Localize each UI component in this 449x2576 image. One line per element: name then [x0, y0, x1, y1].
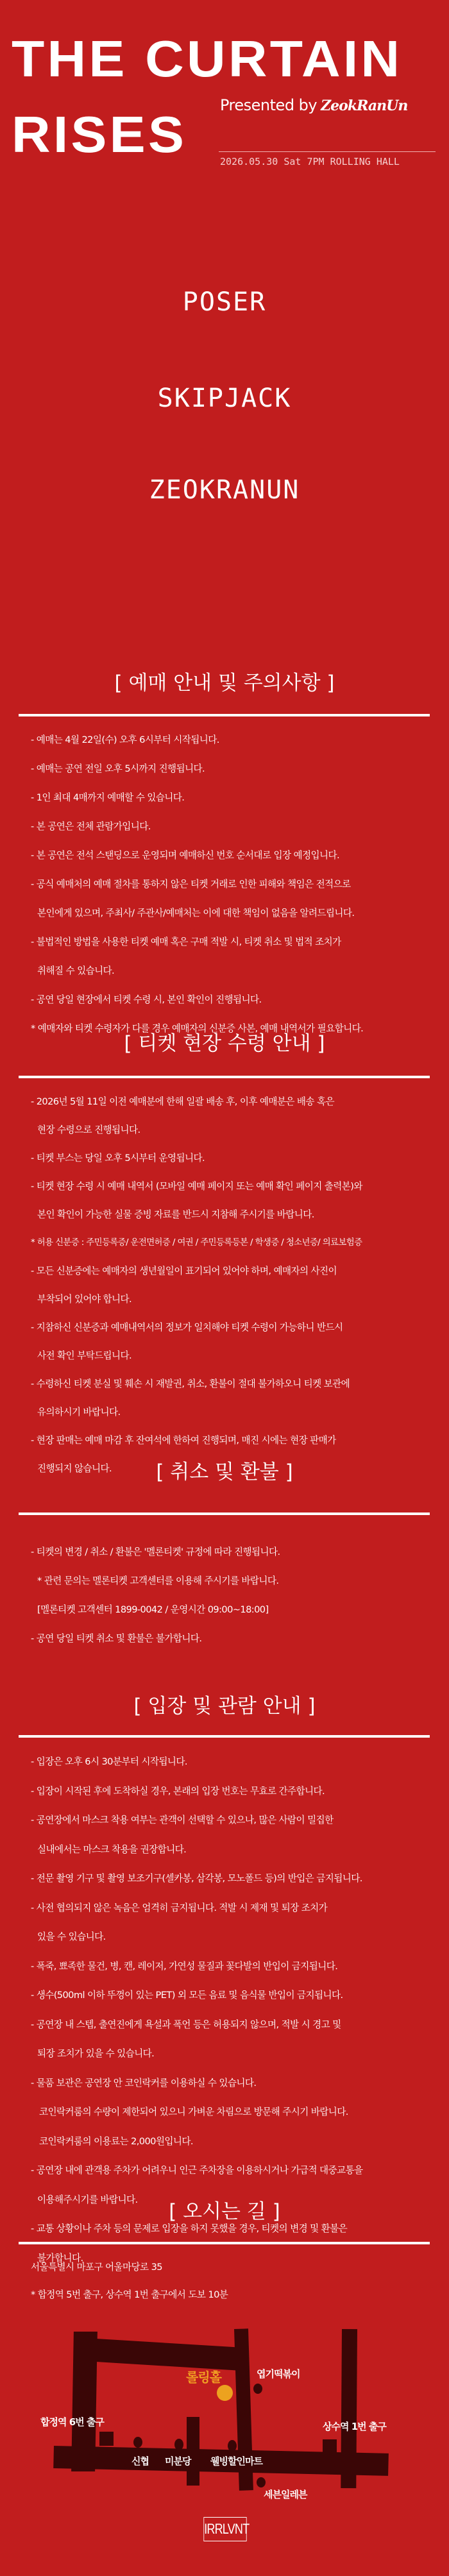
lineup-artist: SKIPJACK — [157, 384, 292, 413]
notice-line: - 불법적인 방법을 사용한 티켓 예매 혹은 구매 적발 시, 티켓 취소 및 법적 조치가 — [31, 936, 341, 947]
section-body — [31, 725, 428, 1043]
notice-line: - 현장 판매는 예매 마감 후 잔여석에 한하여 진행되며, 매진 시에는 현장 판매가 — [31, 1435, 336, 1446]
notice-line: - 공연장 내 스텝, 출연진에게 욕설과 폭언 등은 허용되지 않으며, 적발 시 경고 및 — [31, 2019, 341, 2030]
notice-line: 본인 확인이 가능한 실물 증빙 자료를 반드시 지참해 주시기를 바랍니다. — [37, 1209, 314, 1220]
title-line-2: RISES — [12, 106, 187, 163]
poi-marker-wellbeing-mart — [228, 2440, 237, 2452]
notice-line: - 본 공연은 전석 스탠딩으로 운영되며 예매하신 번호 순서대로 입장 예정입니다. — [31, 850, 340, 861]
section-body — [31, 1088, 428, 1483]
section-divider — [19, 1735, 430, 1738]
notice-line: 코인락커룸의 수량이 제한되어 있으니 가벼운 차림으로 방문해 주시기 바랍니다. — [39, 2106, 348, 2117]
lineup-artist: POSER — [182, 287, 267, 317]
footer-logo: IRRLVNT — [203, 2517, 246, 2541]
section-title: [ 취소 및 환불 ] — [156, 1461, 293, 1484]
presented-by — [220, 96, 407, 114]
notice-line: - 수령하신 티켓 분실 및 훼손 시 재발권, 취소, 환불이 절대 불가하오니 티켓 보관에 — [31, 1378, 350, 1389]
event-date-venue: 2026.05.30 Sat 7PM ROLLING HALL — [220, 156, 400, 167]
notice-line: * 허용 신분증 : 주민등록증/ 운전면허증 / 여권 / 주민등록등본 / 학생증 / 청소년증/ 의료보험증 — [31, 1238, 362, 1248]
notice-line: - 본 공연은 전체 관람가입니다. — [31, 821, 151, 832]
location-map — [0, 2322, 449, 2502]
map-label-mibundang: 미분당 — [165, 2455, 191, 2467]
poi-marker-tteokbokki — [253, 2384, 262, 2394]
notice-line: 이용해주시기를 바랍니다. — [37, 2194, 138, 2205]
section-body — [31, 2253, 428, 2309]
road — [95, 2339, 239, 2370]
section-title: [ 입장 및 관람 안내 ] — [133, 1695, 316, 1718]
notice-line: 취해질 수 있습니다. — [37, 965, 115, 976]
notice-line: - 폭죽, 뾰족한 물건, 병, 캔, 레이저, 가연성 물질과 꽃다발의 반입이 금지됩니다. — [31, 1960, 338, 1972]
title-line-1: THE CURTAIN — [12, 30, 403, 87]
notice-line: 본인에게 있으며, 주최사/ 주관사/예매처는 이에 대한 책임이 없음을 알려드립니다. — [37, 908, 355, 919]
section-divider — [19, 1076, 430, 1078]
notice-line: - 티켓의 변경 / 취소 / 환불은 '멜론티켓' 규정에 따라 진행됩니다. — [31, 1546, 280, 1557]
notice-line: - 입장은 오후 6시 30분부터 시작됩니다. — [31, 1756, 187, 1767]
notice-line: - 공식 예매처의 예매 절차를 통하지 않은 티켓 거래로 인한 피해와 책임은 전적으로 — [31, 879, 351, 890]
map-label-wellbeing-mart: 웰빙할인마트 — [210, 2455, 262, 2467]
notice-line: * 관련 문의는 멜론티켓 고객센터를 이용해 주시기를 바랍니다. — [37, 1575, 279, 1586]
notice-line: - 티켓 현장 수령 시 예매 내역서 (모바일 예매 페이지 또는 예매 확인 페이지 출력본)와 — [31, 1181, 362, 1192]
notice-line: 현장 수령으로 진행됩니다. — [37, 1124, 140, 1135]
notice-line: - 교통 상황이나 주차 등의 문제로 입장을 하지 못했을 경우, 티켓의 변경 및 환불은 — [31, 2223, 348, 2234]
poi-marker-seven-eleven — [257, 2477, 266, 2487]
section-divider — [19, 2242, 430, 2244]
notice-line: - 사전 협의되지 않은 녹음은 엄격히 금지됩니다. 적발 시 제재 및 퇴장 조치가 — [31, 1902, 328, 1913]
map-label-hapjeong-exit: 합정역 6번 출구 — [40, 2416, 104, 2428]
header-divider — [219, 151, 436, 152]
section-divider — [19, 1513, 430, 1515]
building-marker — [323, 2439, 337, 2453]
section-title: [ 티켓 현장 수령 안내 ] — [124, 1032, 325, 1055]
venue-label: 롤링홀 — [186, 2369, 221, 2385]
notice-line: - 1인 최대 4매까지 예매할 수 있습니다. — [31, 792, 185, 803]
notice-line: 코인락커룸의 이용료는 2,000원입니다. — [39, 2135, 193, 2147]
notice-line: - 공연 당일 티켓 취소 및 환불은 불가합니다. — [31, 1633, 202, 1644]
notice-line: - 공연 당일 현장에서 티켓 수령 시, 본인 확인이 진행됩니다. — [31, 994, 262, 1005]
map-label-sangsu-exit: 상수역 1번 출구 — [323, 2421, 386, 2432]
notice-line: [멜론티켓 고객센터 1899-0042 / 운영시간 09:00~18:00] — [37, 1604, 269, 1615]
notice-line: - 예매는 공연 전일 오후 5시까지 진행됩니다. — [31, 763, 205, 774]
presenter-logo: ZeokRanUn — [321, 97, 408, 114]
presented-by-label: Presented by — [220, 96, 318, 114]
notice-line: 퇴장 조치가 있을 수 있습니다. — [37, 2048, 155, 2059]
poi-marker-shinhyup — [133, 2437, 142, 2448]
notice-line: * 예매자와 티켓 수령자가 다를 경우 예매자의 신분증 사본, 예매 내역서가 필요합니다. — [31, 1023, 364, 1034]
notice-line: 있을 수 있습니다. — [37, 1931, 106, 1942]
notice-line: 진행되지 않습니다. — [37, 1463, 112, 1474]
notice-line: - 생수(500ml 이하 뚜껑이 있는 PET) 외 모든 음료 및 음식물 반입이 금지됩니다. — [31, 1990, 343, 2001]
notice-line: - 예매는 4월 22일(수) 오후 6시부터 시작됩니다. — [31, 734, 219, 745]
section-body — [31, 1538, 428, 1653]
notice-line: - 지참하신 신분증과 예매내역서의 정보가 일치해야 티켓 수령이 가능하니 반드시 — [31, 1322, 343, 1333]
map-label-seven-eleven: 세븐일레븐 — [264, 2489, 307, 2500]
section-divider — [19, 714, 430, 716]
directions-note: * 합정역 5번 출구, 상수역 1번 출구에서 도보 10분 — [31, 2289, 228, 2300]
section-body — [31, 1747, 428, 2273]
notice-line: - 모든 신분증에는 예매자의 생년월일이 표기되어 있어야 하며, 예매자의 사진이 — [31, 1266, 337, 1276]
map-label-tteokbokki: 엽기떡볶이 — [257, 2368, 300, 2380]
venue-marker — [217, 2385, 233, 2401]
section-title: [ 오시는 길 ] — [169, 2200, 280, 2223]
poi-marker-mibundang — [174, 2439, 183, 2450]
section-title: [ 예매 안내 및 주의사항 ] — [114, 672, 335, 695]
notice-line: - 전문 촬영 기구 및 촬영 보조기구(셀카봉, 삼각봉, 모노폴드 등)의 반입은 금지됩니다. — [31, 1873, 362, 1884]
notice-line: - 2026년 5월 11일 이전 예매분에 한해 일괄 배송 후, 이후 예매분은 배송 혹은 — [31, 1096, 334, 1107]
notice-line: - 물품 보관은 공연장 안 코인락커를 이용하실 수 있습니다. — [31, 2077, 257, 2089]
venue-address: 서울특별시 마포구 어울마당로 35 — [31, 2262, 162, 2273]
notice-line: - 티켓 부스는 당일 오후 5시부터 운영됩니다. — [31, 1153, 205, 1164]
notice-line: 불가합니다. — [37, 2252, 83, 2264]
notice-line: - 입장이 시작된 후에 도착하실 경우, 본래의 입장 번호는 무효로 간주합니다. — [31, 1785, 325, 1797]
lineup-artist: ZEOKRANUN — [149, 475, 300, 505]
notice-line: 사전 확인 부탁드립니다. — [37, 1350, 132, 1361]
notice-line: 유의하시기 바랍니다. — [37, 1407, 121, 1418]
notice-line: 실내에서는 마스크 착용을 권장합니다. — [37, 1843, 187, 1855]
building-marker — [99, 2432, 114, 2446]
notice-line: - 공연장에서 마스크 착용 여부는 관객이 선택할 수 있으나, 많은 사람이 밀집한 — [31, 1815, 334, 1826]
notice-line: 부착되어 있어야 합니다. — [37, 1294, 132, 1305]
notice-line: - 공연장 내에 관객용 주차가 어려우니 인근 주차장을 이용하시거나 가급적 대중교통을 — [31, 2165, 363, 2176]
map-label-shinhyup: 신협 — [131, 2455, 149, 2467]
